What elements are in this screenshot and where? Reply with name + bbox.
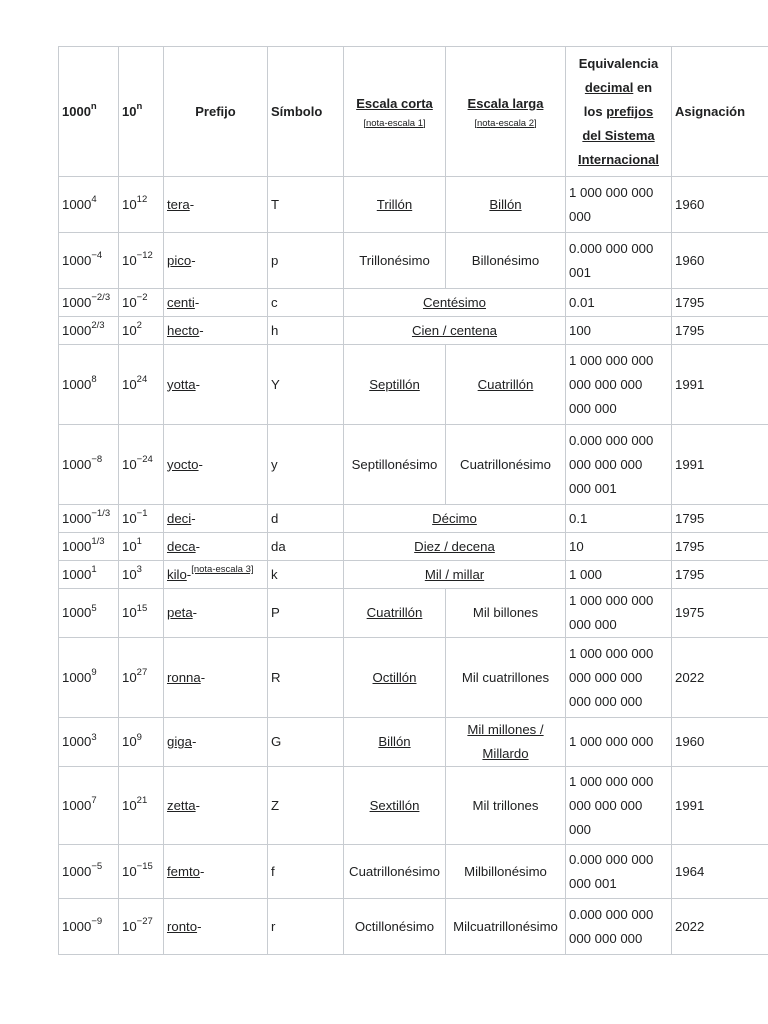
cell-escala-larga (446, 589, 566, 638)
base-1000: 1000 (62, 376, 92, 392)
equiv-line: 1 000 000 000 (569, 184, 654, 200)
link-sistema-internacional-1[interactable]: del Sistema (582, 127, 655, 143)
exponent-1000: 1 (91, 564, 97, 576)
cell-equivalencia (566, 425, 672, 505)
cell-asignacion: 1795 (672, 505, 768, 533)
cell-equivalencia (566, 177, 672, 233)
table-row (59, 589, 768, 638)
escala-corta-text: Cuatrillonésimo (349, 863, 440, 879)
base-10: 10 (122, 510, 137, 526)
cell-escala-corta (344, 718, 446, 767)
equiv-line: 1 000 000 000 (569, 593, 654, 608)
cell-simbolo: Z (268, 767, 344, 845)
table-row (59, 533, 768, 561)
escala-larga-link[interactable]: Billón (489, 196, 522, 212)
cell-simbolo: G (268, 718, 344, 767)
exponent-1000: −9 (91, 916, 103, 928)
base-10: 10 (122, 294, 137, 310)
cell-1000n (59, 425, 119, 505)
cell-10n (119, 638, 164, 718)
exponent-1000: −8 (91, 454, 103, 466)
cell-equivalencia (566, 505, 672, 533)
exponent-1000: 5 (91, 602, 97, 614)
base-10: 10 (122, 566, 137, 582)
escala-link[interactable]: Centésimo (422, 294, 487, 310)
prefix-link[interactable]: deca (167, 538, 196, 554)
base-10: 10 (122, 918, 137, 934)
exponent-10: 15 (136, 602, 148, 614)
note-link-escala-2[interactable]: [nota-escala 2] (474, 117, 537, 129)
base-10: 10 (122, 196, 137, 212)
cell-escala-larga (446, 233, 566, 289)
escala-link[interactable]: Mil / millar (424, 566, 485, 582)
prefix-link[interactable]: yocto (167, 456, 199, 472)
base-1000: 1000 (62, 669, 92, 685)
cell-equivalencia (566, 718, 672, 767)
equiv-line: 0.000 000 000 (569, 851, 654, 867)
cell-prefijo: ronna- (164, 638, 268, 718)
escala-corta-link[interactable]: Sextillón (369, 797, 420, 813)
base-1000: 1000 (62, 863, 92, 879)
equiv-line: 0.000 000 000 (569, 432, 654, 448)
cell-asignacion: 1960 (672, 177, 768, 233)
prefix-link[interactable]: zetta (167, 797, 196, 813)
cell-prefijo: deci- (164, 505, 268, 533)
base-1000: 1000 (62, 797, 92, 813)
cell-prefijo: yocto- (164, 425, 268, 505)
cell-prefijo: giga- (164, 718, 268, 767)
prefix-link[interactable]: ronna (167, 669, 201, 685)
equiv-line: 000 000 (569, 617, 617, 632)
base-10: 10 (122, 605, 137, 620)
cell-equivalencia (566, 589, 672, 638)
cell-asignacion: 1960 (672, 718, 768, 767)
equiv-line: 000 000 000 (569, 456, 643, 472)
cell-1000n (59, 589, 119, 638)
cell-simbolo: h (268, 317, 344, 345)
escala-larga-link[interactable]: Cuatrillón (477, 376, 534, 392)
base-1000: 1000 (62, 605, 92, 620)
cell-prefijo: peta- (164, 589, 268, 638)
cell-escala-corta (344, 345, 446, 425)
link-sistema-internacional-2[interactable]: Internacional (578, 151, 659, 167)
exponent-1000: −2/3 (91, 292, 111, 304)
prefix-link[interactable]: giga (167, 734, 192, 749)
escala-larga-text: Milbillonésimo (464, 863, 547, 879)
cell-escala-corta (344, 767, 446, 845)
cell-1000n (59, 533, 119, 561)
table-row (59, 767, 768, 845)
escala-corta-link[interactable]: Septillón (369, 376, 420, 392)
table-row (59, 289, 768, 317)
base-1000: 1000 (62, 196, 92, 212)
table-container (58, 46, 768, 974)
table-row (59, 505, 768, 533)
table-row (59, 845, 768, 899)
cell-1000n (59, 767, 119, 845)
cell-escala-larga (446, 899, 566, 955)
cell-simbolo: p (268, 233, 344, 289)
exponent-10: 3 (136, 564, 142, 576)
escala-corta-text: Trillonésimo (359, 252, 430, 268)
cell-10n (119, 505, 164, 533)
col-header-escala-corta[interactable]: Escala corta [nota-escala 1] (344, 47, 446, 177)
equiv-line: 000 000 000 (569, 930, 643, 946)
cell-1000n (59, 718, 119, 767)
equiv-line: 0.000 000 000 (569, 240, 654, 256)
base-1000: 1000 (62, 252, 92, 268)
cell-escala-corta (344, 425, 446, 505)
cell-asignacion: 1960 (672, 233, 768, 289)
equiv-line: 1 000 (569, 566, 603, 582)
cell-asignacion: 1795 (672, 561, 768, 589)
cell-asignacion: 1795 (672, 317, 768, 345)
cell-escala-larga (446, 345, 566, 425)
base-1000: 1000 (62, 538, 92, 554)
exponent-1000: 2/3 (91, 320, 105, 332)
cell-escala-ambas (344, 533, 566, 561)
note-link-escala-1[interactable]: [nota-escala 1] (363, 117, 426, 129)
equiv-line: 000 (569, 821, 592, 837)
cell-prefijo: pico- (164, 233, 268, 289)
col-header-escala-larga[interactable]: Escala larga [nota-escala 2] (446, 47, 566, 177)
cell-equivalencia (566, 899, 672, 955)
table-row (59, 233, 768, 289)
table-body (59, 177, 768, 955)
cell-simbolo: P (268, 589, 344, 638)
equiv-line: 000 000 000 (569, 797, 643, 813)
cell-escala-larga (446, 425, 566, 505)
exponent-1000: 4 (91, 194, 97, 206)
cell-simbolo: y (268, 425, 344, 505)
escala-larga-text: Mil billones (472, 605, 539, 620)
exponent-10: −15 (136, 861, 153, 873)
exponent-1000: 3 (91, 731, 97, 743)
exponent-1000: 1/3 (91, 536, 105, 548)
escala-larga-text: Mil cuatrillones (461, 669, 550, 685)
cell-asignacion: 1991 (672, 767, 768, 845)
exponent-10: 21 (136, 795, 148, 807)
cell-simbolo: c (268, 289, 344, 317)
cell-asignacion: 2022 (672, 638, 768, 718)
cell-prefijo: deca- (164, 533, 268, 561)
table-row (59, 317, 768, 345)
cell-equivalencia (566, 845, 672, 899)
prefix-link[interactable]: ronto (167, 918, 198, 934)
base-10: 10 (122, 252, 137, 268)
base-1000: 1000 (62, 734, 92, 749)
escala-corta-text: Septillonésimo (351, 456, 438, 472)
equiv-line: 000 000 000 (569, 376, 643, 392)
escala-link[interactable]: Décimo (432, 510, 477, 526)
cell-escala-ambas (344, 505, 566, 533)
cell-equivalencia (566, 533, 672, 561)
cell-10n (119, 845, 164, 899)
cell-10n (119, 589, 164, 638)
base-1000: 1000 (62, 322, 92, 338)
cell-escala-corta (344, 177, 446, 233)
cell-simbolo: k (268, 561, 344, 589)
exponent-1000: −1/3 (91, 508, 111, 520)
cell-10n (119, 425, 164, 505)
cell-10n (119, 718, 164, 767)
equiv-line: 001 (569, 264, 592, 280)
base-10: 10 (122, 538, 137, 554)
cell-prefijo: ronto- (164, 899, 268, 955)
table-row (59, 561, 768, 589)
cell-prefijo: femto- (164, 845, 268, 899)
cell-escala-corta (344, 638, 446, 718)
cell-escala-corta (344, 233, 446, 289)
cell-equivalencia (566, 561, 672, 589)
base-10: 10 (122, 797, 137, 813)
equiv-line: 1 000 000 000 (569, 645, 654, 661)
cell-equivalencia (566, 233, 672, 289)
cell-escala-corta (344, 589, 446, 638)
base-10: 10 (122, 863, 137, 879)
prefix-link[interactable]: yotta (167, 376, 196, 392)
exponent-1000: 7 (91, 795, 97, 807)
prefix-link[interactable]: centi (167, 294, 195, 310)
cell-simbolo: d (268, 505, 344, 533)
prefix-link[interactable]: femto (167, 863, 200, 879)
exponent-1000: 9 (91, 667, 97, 679)
equiv-line: 0.1 (569, 510, 588, 526)
cell-escala-corta (344, 899, 446, 955)
cell-escala-ambas (344, 317, 566, 345)
header-row (59, 47, 768, 177)
equiv-line: 000 001 (569, 480, 617, 496)
equiv-line: 100 (569, 322, 592, 338)
prefix-link[interactable]: kilo (167, 566, 187, 582)
cell-1000n (59, 638, 119, 718)
cell-equivalencia (566, 345, 672, 425)
exponent-1000: −5 (91, 861, 103, 873)
equiv-line: 000 000 000 (569, 693, 643, 709)
link-decimal[interactable]: decimal (584, 79, 634, 95)
cell-prefijo: yotta- (164, 345, 268, 425)
cell-1000n (59, 561, 119, 589)
equiv-line: 000 000 (569, 400, 617, 416)
exponent-10: −12 (136, 250, 153, 262)
cell-prefijo: kilo-[nota-escala 3] (164, 561, 268, 589)
cell-equivalencia (566, 289, 672, 317)
cell-10n (119, 317, 164, 345)
col-header-asignacion: Asignación (672, 47, 768, 177)
exponent-10: −27 (136, 916, 153, 928)
exponent-10: −2 (136, 292, 148, 304)
cell-escala-larga (446, 845, 566, 899)
equiv-line: 0.01 (569, 294, 595, 310)
exponent-10: 24 (136, 374, 148, 386)
prefix-link[interactable]: pico (167, 252, 192, 268)
cell-10n (119, 899, 164, 955)
cell-equivalencia (566, 317, 672, 345)
cell-equivalencia (566, 767, 672, 845)
exponent-10: 9 (136, 731, 142, 743)
escala-corta-link[interactable]: Octillón (372, 669, 417, 685)
cell-prefijo: zetta- (164, 767, 268, 845)
base-10: 10 (122, 734, 137, 749)
cell-equivalencia (566, 638, 672, 718)
equiv-line: 1 000 000 000 (569, 352, 654, 368)
cell-simbolo: T (268, 177, 344, 233)
cell-escala-ambas (344, 561, 566, 589)
escala-corta-text: Octillonésimo (354, 918, 435, 934)
cell-simbolo: R (268, 638, 344, 718)
col-header-prefijo: Prefijo (164, 47, 268, 177)
cell-simbolo: r (268, 899, 344, 955)
escala-corta-link[interactable]: Billón (378, 734, 411, 749)
exponent-10: 27 (136, 667, 148, 679)
exponent-10: −24 (136, 454, 153, 466)
base-1000: 1000 (62, 918, 92, 934)
escala-corta-link[interactable]: Trillón (376, 196, 413, 212)
base-10: 10 (122, 322, 137, 338)
cell-1000n (59, 845, 119, 899)
prefix-link[interactable]: tera (167, 196, 190, 212)
base-1000: 1000 (62, 566, 92, 582)
table-row (59, 638, 768, 718)
cell-simbolo: Y (268, 345, 344, 425)
base-10: 10 (122, 376, 137, 392)
equiv-line: 10 (569, 538, 584, 554)
cell-10n (119, 767, 164, 845)
equiv-line: 000 001 (569, 875, 617, 891)
cell-1000n (59, 177, 119, 233)
exponent-1000: 8 (91, 374, 97, 386)
cell-1000n (59, 233, 119, 289)
prefix-link[interactable]: hecto (167, 322, 200, 338)
cell-10n (119, 561, 164, 589)
prefix-link[interactable]: peta (167, 605, 193, 620)
link-prefijos[interactable]: prefijos (606, 103, 654, 119)
cell-prefijo: tera- (164, 177, 268, 233)
equiv-line: 000 000 000 (569, 669, 643, 685)
cell-10n (119, 233, 164, 289)
cell-simbolo: da (268, 533, 344, 561)
cell-prefijo: hecto- (164, 317, 268, 345)
escala-larga-text: Billonésimo (471, 252, 540, 268)
cell-1000n (59, 899, 119, 955)
base-1000: 1000 (62, 510, 92, 526)
cell-escala-corta (344, 845, 446, 899)
equiv-line: 0.000 000 000 (569, 906, 654, 922)
table-row (59, 899, 768, 955)
base-10: 10 (122, 456, 137, 472)
cell-simbolo: f (268, 845, 344, 899)
cell-asignacion: 1991 (672, 425, 768, 505)
escala-corta-link[interactable]: Cuatrillón (366, 605, 423, 620)
cell-10n (119, 289, 164, 317)
cell-escala-larga (446, 718, 566, 767)
cell-escala-larga (446, 638, 566, 718)
cell-1000n (59, 345, 119, 425)
escala-larga-text: Cuatrillonésimo (460, 456, 551, 472)
escala-larga-text: Mil trillones (472, 797, 539, 813)
cell-asignacion: 1795 (672, 533, 768, 561)
note-link-escala-3[interactable]: [nota-escala 3] (191, 564, 254, 576)
equiv-line: 1 000 000 000 (569, 773, 654, 789)
cell-escala-larga (446, 767, 566, 845)
cell-1000n (59, 505, 119, 533)
exponent-10: 12 (136, 194, 148, 206)
equiv-line: 1 000 000 000 (569, 734, 654, 749)
cell-10n (119, 533, 164, 561)
exponent-10: 1 (136, 536, 142, 548)
cell-10n (119, 345, 164, 425)
cell-asignacion: 1975 (672, 589, 768, 638)
table-row (59, 345, 768, 425)
cell-escala-ambas (344, 289, 566, 317)
escala-link[interactable]: Cien / centena (411, 322, 498, 338)
table-row (59, 177, 768, 233)
col-header-1000n: 1000$^n$ (59, 47, 119, 177)
prefix-table (58, 46, 768, 955)
cell-escala-larga (446, 177, 566, 233)
exponent-10: 2 (136, 320, 142, 332)
base-1000: 1000 (62, 294, 92, 310)
exponent-1000: −4 (91, 250, 103, 262)
table-row (59, 425, 768, 505)
cell-1000n (59, 317, 119, 345)
base-1000: 1000 (62, 456, 92, 472)
cell-1000n (59, 289, 119, 317)
prefix-link[interactable]: deci (167, 510, 192, 526)
cell-prefijo: centi- (164, 289, 268, 317)
col-header-simbolo: Símbolo (268, 47, 344, 177)
cell-10n (119, 177, 164, 233)
cell-asignacion: 1991 (672, 345, 768, 425)
escala-link[interactable]: Diez / decena (414, 538, 495, 554)
base-10: 10 (122, 669, 137, 685)
col-header-equivalencia: Equivalencia decimal en los prefijos del Sistema Internacional (566, 47, 672, 177)
escala-larga-link-2[interactable]: Millardo (482, 746, 529, 761)
escala-larga-link[interactable]: Mil millones / (467, 722, 544, 737)
equiv-line: 000 (569, 208, 592, 224)
cell-asignacion: 2022 (672, 899, 768, 955)
escala-larga-text: Milcuatrillonésimo (453, 918, 558, 934)
cell-asignacion: 1964 (672, 845, 768, 899)
col-header-10n: 10$^n$ (119, 47, 164, 177)
cell-asignacion: 1795 (672, 289, 768, 317)
table-row (59, 718, 768, 767)
exponent-10: −1 (136, 508, 148, 520)
